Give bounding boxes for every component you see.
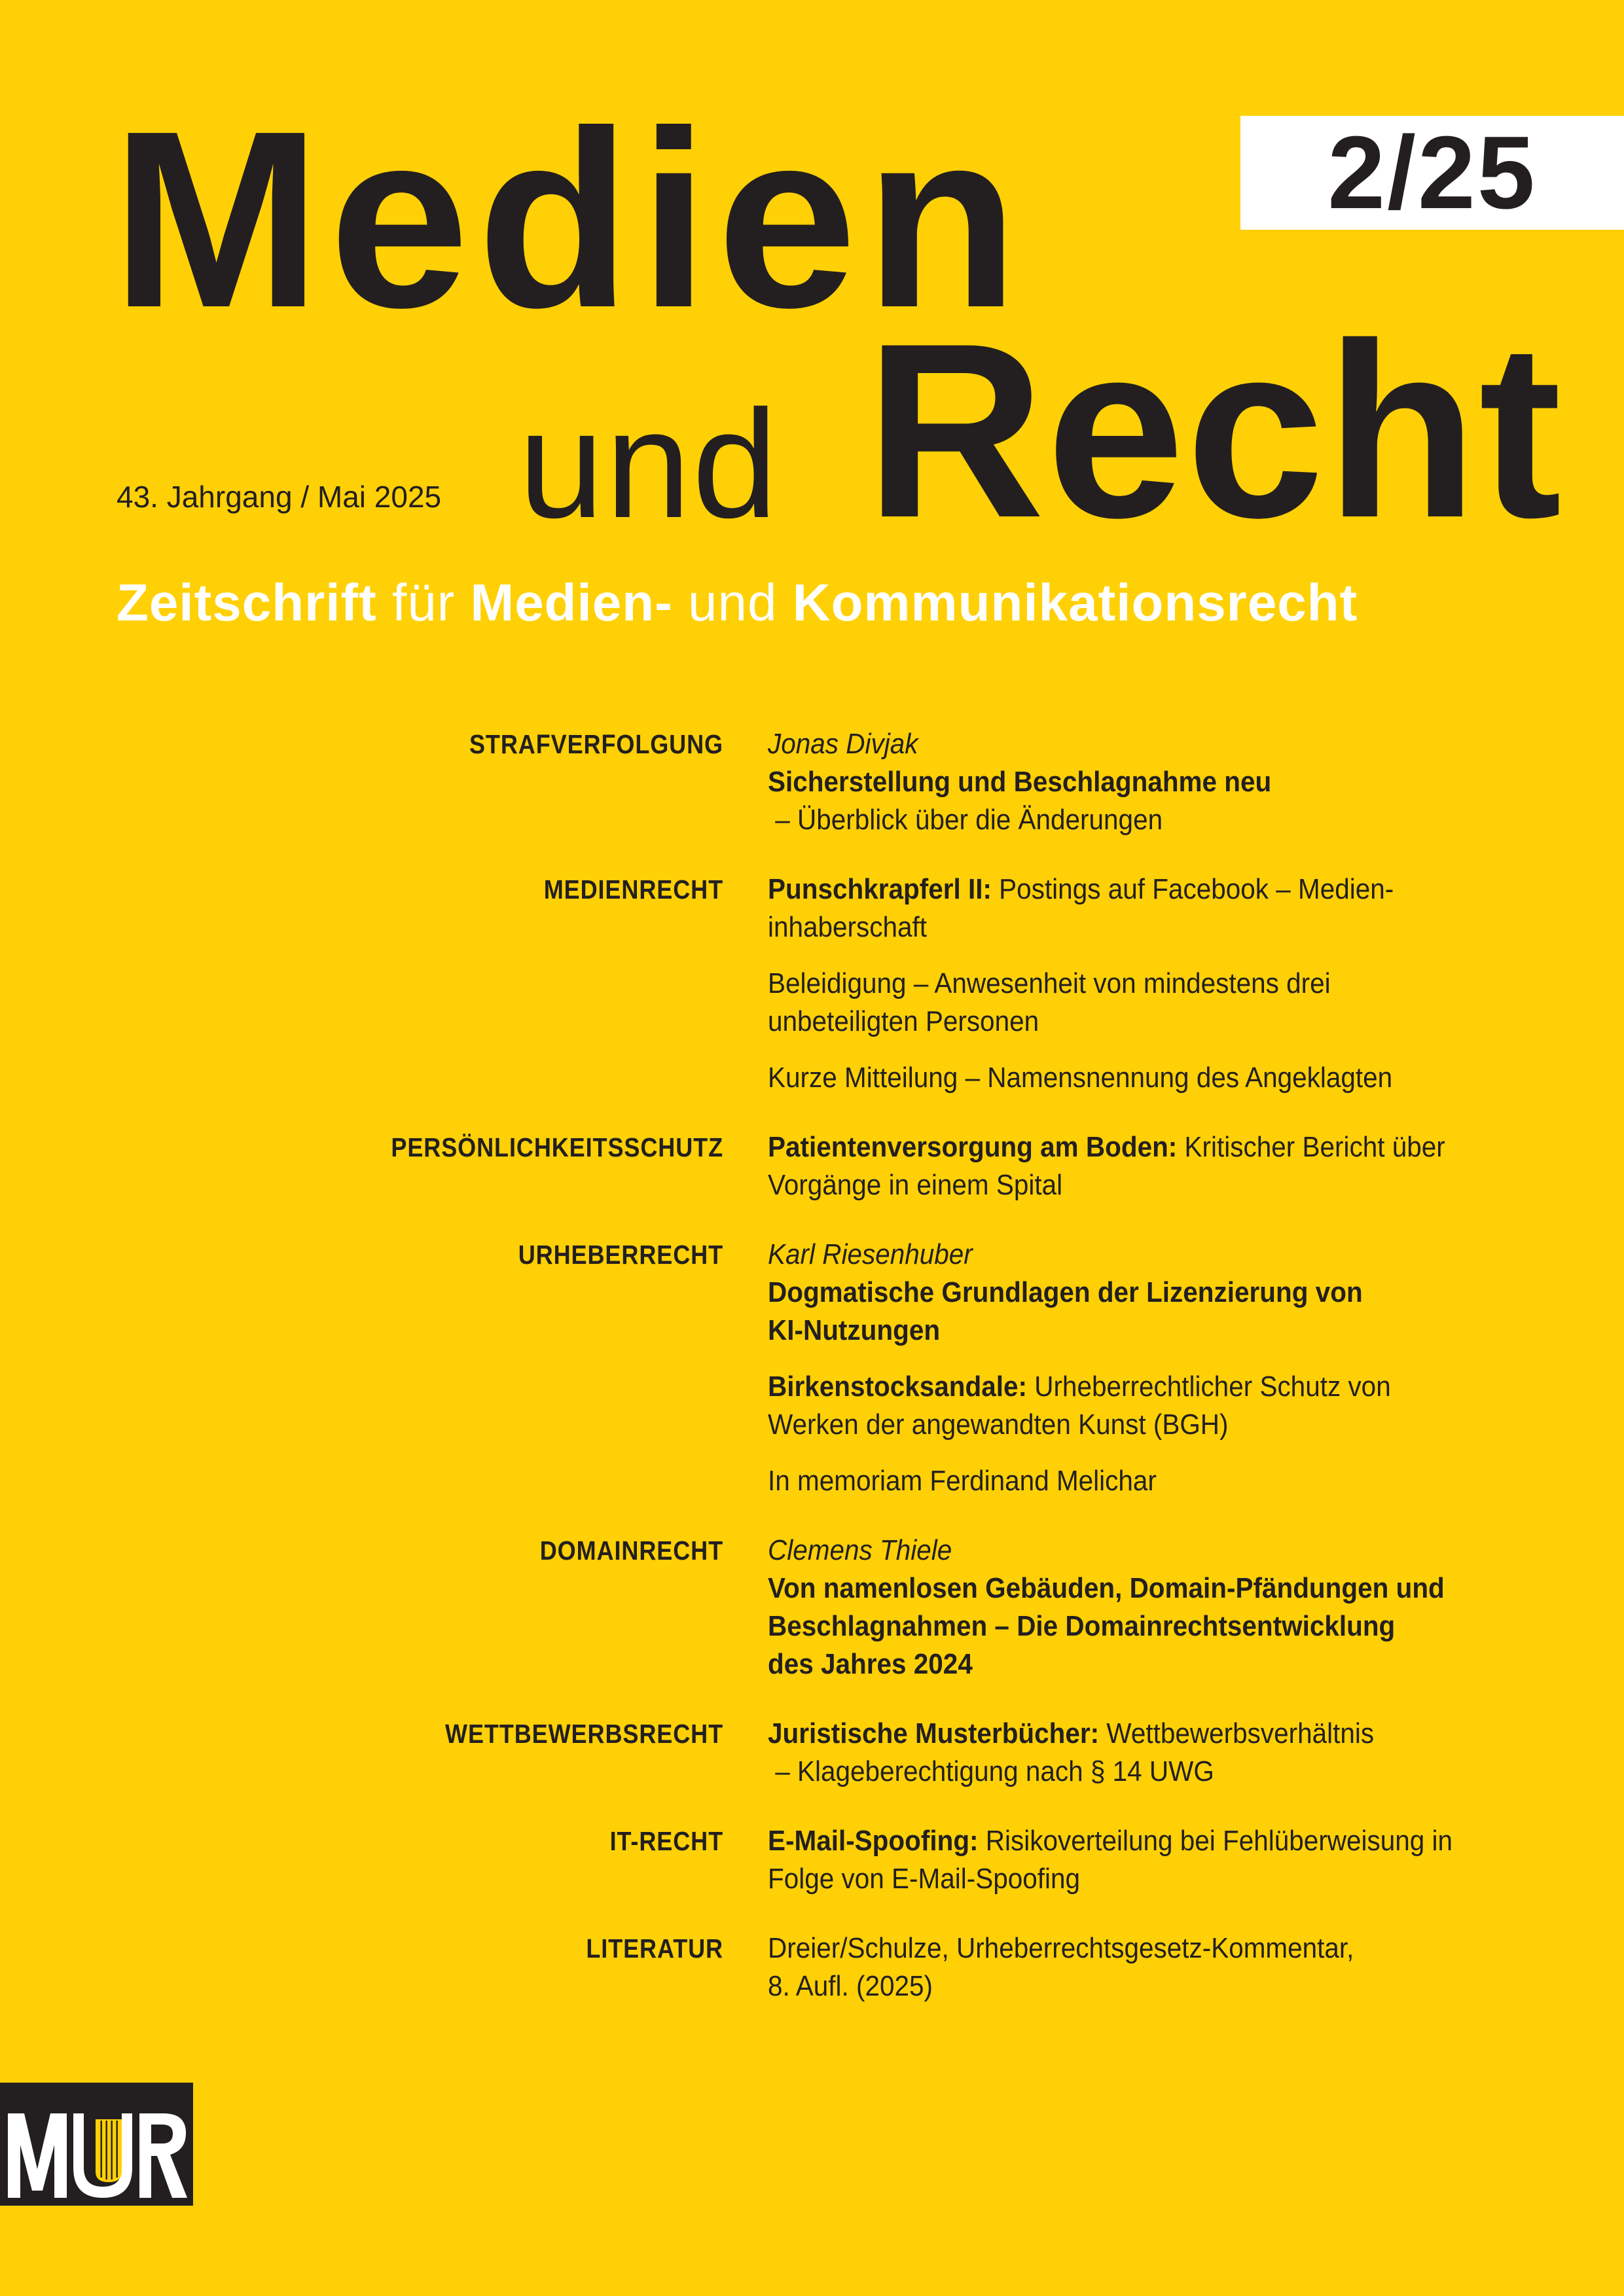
mur-logo-graphic xyxy=(0,2083,193,2206)
toc-section xyxy=(0,1532,1624,1683)
toc-category: STRAFVERFOLGUNG xyxy=(469,729,723,759)
volume-date: 43. Jahrgang / Mai 2025 xyxy=(117,480,442,514)
toc-item xyxy=(768,1822,1555,1898)
toc-text-segment: Kurze Mitteilung – Namensnennung des Angeklagten xyxy=(768,1062,1393,1094)
toc-line xyxy=(768,870,1555,908)
toc-line xyxy=(768,801,1555,839)
subtitle-word: Medien- xyxy=(470,573,673,632)
toc-line xyxy=(768,1822,1555,1860)
toc-item xyxy=(768,1462,1555,1500)
toc-line xyxy=(768,1236,1555,1274)
toc-line xyxy=(768,1607,1555,1645)
toc-entries xyxy=(768,1822,1555,1898)
toc-text-segment: KI-Nutzungen xyxy=(768,1314,941,1346)
issue-badge xyxy=(1240,116,1624,230)
toc-line xyxy=(768,1967,1555,2005)
title-recht: Recht xyxy=(865,291,1563,569)
toc-item xyxy=(768,870,1555,946)
toc-item xyxy=(768,1532,1555,1683)
toc-text-segment: Sicherstellung und Beschlagnahme neu xyxy=(768,766,1272,798)
subtitle-word: und xyxy=(688,573,778,632)
toc-category: DOMAINRECHT xyxy=(539,1535,723,1566)
toc-section xyxy=(0,725,1624,839)
toc-section xyxy=(0,870,1624,1097)
subtitle-word: Kommunikationsrecht xyxy=(792,573,1358,632)
toc-item xyxy=(768,725,1555,839)
toc-text-segment: Birkenstocksandale: xyxy=(768,1371,1027,1403)
toc-text-segment: Werken der angewandten Kunst (BGH) xyxy=(768,1408,1229,1441)
subtitle-word: Zeitschrift xyxy=(117,573,377,632)
toc-text-segment: Beleidigung – Anwesenheit von mindestens drei xyxy=(768,967,1331,999)
toc-text-segment: Beschlagnahmen – Die Domainrechtsentwicklung xyxy=(768,1610,1396,1642)
book-pages-icon xyxy=(96,2119,122,2182)
toc-entries xyxy=(768,1236,1555,1500)
toc-text-segment: inhaberschaft xyxy=(768,911,928,943)
toc-text-segment: E-Mail-Spoofing: xyxy=(768,1825,979,1857)
toc-text-segment: unbeteiligten Personen xyxy=(768,1005,1039,1037)
toc-text-segment: Postings auf Facebook – Medien- xyxy=(991,873,1394,905)
toc-entries xyxy=(768,870,1555,1097)
toc-line xyxy=(768,1312,1555,1350)
toc-line xyxy=(768,1645,1555,1683)
toc-text-segment: Punschkrapferl II: xyxy=(768,873,992,905)
toc-line xyxy=(768,1128,1555,1166)
toc-text-segment: Dreier/Schulze, Urheberrechtsgesetz-Kommentar, xyxy=(768,1932,1354,1964)
toc-text-segment: Wettbewerbsverhältnis xyxy=(1099,1717,1375,1749)
toc-section xyxy=(0,1715,1624,1791)
toc-entries xyxy=(768,725,1555,839)
toc-text-segment: des Jahres 2024 xyxy=(768,1648,973,1680)
toc-line xyxy=(768,1166,1555,1204)
toc-line xyxy=(768,1715,1555,1753)
toc-entries xyxy=(768,1128,1555,1204)
toc-item xyxy=(768,1128,1555,1204)
toc-line xyxy=(768,1753,1555,1791)
toc-section xyxy=(0,1236,1624,1500)
toc-text-segment: In memoriam Ferdinand Melichar xyxy=(768,1465,1157,1497)
toc-text-segment: – Überblick über die Änderungen xyxy=(768,804,1163,836)
toc-line xyxy=(768,1570,1555,1607)
toc-line xyxy=(768,1860,1555,1898)
toc-category: MEDIENRECHT xyxy=(543,874,723,905)
toc-line xyxy=(768,725,1555,763)
toc-line xyxy=(768,908,1555,946)
toc-text-segment: Folge von E-Mail-Spoofing xyxy=(768,1863,1081,1895)
toc-item xyxy=(768,1059,1555,1097)
toc-line xyxy=(768,1406,1555,1444)
toc-line xyxy=(768,1368,1555,1406)
toc-section xyxy=(0,1128,1624,1204)
toc-line xyxy=(768,1929,1555,1967)
toc-text-segment: Karl Riesenhuber xyxy=(768,1238,973,1270)
toc-text-segment: Kritischer Bericht über xyxy=(1177,1131,1445,1163)
toc-item xyxy=(768,1368,1555,1444)
toc-text-segment: Vorgänge in einem Spital xyxy=(768,1169,1063,1201)
toc-entries xyxy=(768,1532,1555,1683)
toc-item xyxy=(768,1236,1555,1350)
toc-text-segment: Von namenlosen Gebäuden, Domain-Pfändungen und xyxy=(768,1572,1445,1604)
mur-logo xyxy=(0,2083,193,2206)
toc-line xyxy=(768,1059,1555,1097)
toc-category: PERSÖNLICHKEITSSCHUTZ xyxy=(391,1132,723,1162)
toc-text-segment: Clemens Thiele xyxy=(768,1534,952,1566)
issue-number: 2/25 xyxy=(1327,115,1537,230)
toc-line xyxy=(768,965,1555,1003)
toc-text-segment: – Klageberechtigung nach § 14 UWG xyxy=(768,1755,1214,1787)
toc-section xyxy=(0,1822,1624,1898)
toc-text-segment: Risikoverteilung bei Fehlüberweisung in xyxy=(978,1825,1453,1857)
toc-entries xyxy=(768,1715,1555,1791)
toc-line xyxy=(768,1274,1555,1312)
toc-category: LITERATUR xyxy=(586,1933,723,1964)
title-medien: Medien xyxy=(111,78,1027,360)
toc-text-segment: Dogmatische Grundlagen der Lizenzierung von xyxy=(768,1276,1363,1308)
title-und: und xyxy=(518,378,780,550)
subtitle-word: für xyxy=(391,573,456,632)
toc-section xyxy=(0,1929,1624,2005)
toc-entries xyxy=(768,1929,1555,2005)
toc-category: URHEBERRECHT xyxy=(518,1240,723,1270)
subtitle xyxy=(117,573,1358,632)
toc-text-segment: Urheberrechtlicher Schutz von xyxy=(1026,1371,1391,1403)
toc-line xyxy=(768,1462,1555,1500)
toc-item xyxy=(768,1715,1555,1791)
table-of-contents xyxy=(0,725,1624,2037)
toc-line xyxy=(768,1003,1555,1041)
toc-text-segment: Juristische Musterbücher: xyxy=(768,1717,1100,1749)
toc-text-segment: Jonas Divjak xyxy=(768,728,918,760)
toc-line xyxy=(768,763,1555,801)
toc-item xyxy=(768,965,1555,1041)
toc-category: WETTBEWERBSRECHT xyxy=(445,1719,723,1749)
toc-line xyxy=(768,1532,1555,1570)
toc-text-segment: Patientenversorgung am Boden: xyxy=(768,1131,1178,1163)
toc-text-segment: 8. Aufl. (2025) xyxy=(768,1970,933,2002)
toc-item xyxy=(768,1929,1555,2005)
toc-category: IT-RECHT xyxy=(609,1826,723,1856)
